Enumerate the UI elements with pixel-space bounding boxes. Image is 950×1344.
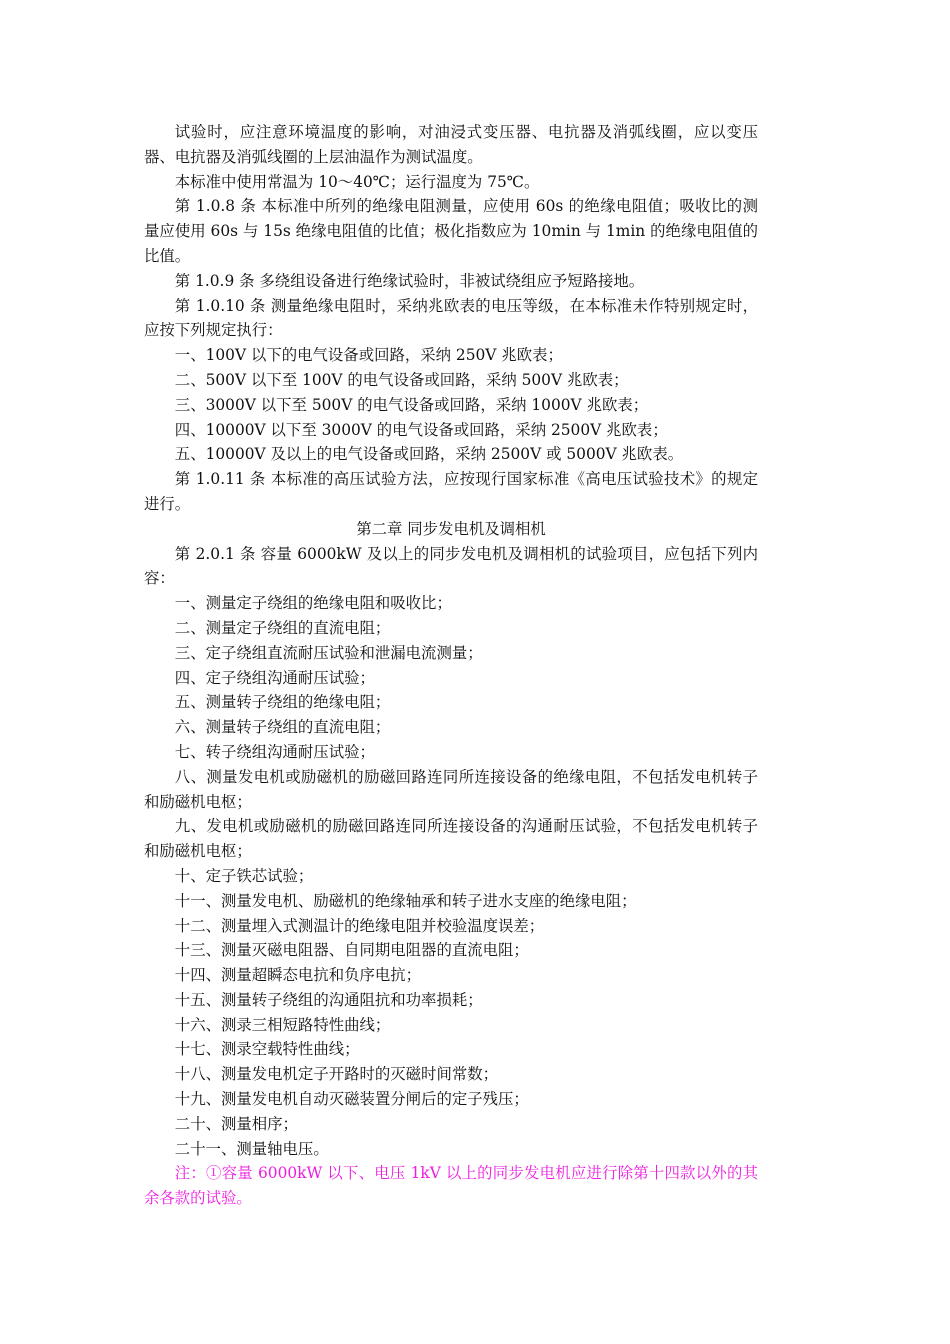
list-item: 十二、测量埋入式测温计的绝缘电阻并校验温度误差； <box>174 916 545 935</box>
list-item: 十四、测量超瞬态电抗和负序电抗； <box>174 966 422 985</box>
list-item: 十三、测量灭磁电阻器、自同期电阻器的直流电阻； <box>174 941 529 960</box>
list-item: 九、发电机或励磁机的励磁回路连同所连接设备的沟通耐压试验，不包括发电机转子和励磁机电枢； <box>144 817 758 861</box>
list-item: 五、10000V 及以上的电气设备或回路，采纳 2500V 或 5000V 兆欧表。 <box>174 445 684 464</box>
note-paragraph: 注：①容量 6000kW 以下、电压 1kV 以上的同步发电机应进行除第十四款以外的其余各款的试验。 <box>144 1164 758 1208</box>
list-item: 十八、测量发电机定子开路时的灭磁时间常数； <box>174 1065 499 1084</box>
list-item: 六、测量转子绕组的直流电阻； <box>174 718 391 737</box>
list-item: 七、转子绕组沟通耐压试验； <box>174 742 375 761</box>
list-item: 二十、测量相序； <box>174 1114 298 1133</box>
list-item: 四、10000V 以下至 3000V 的电气设备或回路，采纳 2500V 兆欧表； <box>174 420 668 439</box>
clause-1-0-10: 第 1.0.10 条 测量绝缘电阻时，采纳兆欧表的电压等级，在本标准未作特别规定时，应按下列规定执行： <box>144 296 758 340</box>
list-item: 十六、测录三相短路特性曲线； <box>174 1015 391 1034</box>
list-item: 一、100V 以下的电气设备或回路，采纳 250V 兆欧表； <box>174 346 563 365</box>
list-item: 三、3000V 以下至 500V 的电气设备或回路，采纳 1000V 兆欧表； <box>174 395 649 414</box>
list-item: 二、测量定子绕组的直流电阻； <box>174 618 391 637</box>
clause-1-0-8: 第 1.0.8 条 本标准中所列的绝缘电阻测量，应使用 60s 的绝缘电阻值；吸收比的测量应使用 60s 与 15s 绝缘电阻值的比值；极化指数应为 10min 与 1min 的绝缘电阻值的比值。 <box>144 197 758 265</box>
clause-1-0-9: 第 1.0.9 条 多绕组设备进行绝缘试验时，非被试绕组应予短路接地。 <box>174 271 645 290</box>
clause-1-0-11: 第 1.0.11 条 本标准的高压试验方法，应按现行国家标准《高电压试验技术》的规定进行。 <box>144 470 758 513</box>
chapter-heading: 第二章 同步发电机及调相机 <box>356 519 546 538</box>
list-item: 十五、测量转子绕组的沟通阻抗和功率损耗； <box>174 990 483 1009</box>
list-item: 十一、测量发电机、励磁机的绝缘轴承和转子进水支座的绝缘电阻； <box>174 891 637 910</box>
list-item: 八、测量发电机或励磁机的励磁回路连同所连接设备的绝缘电阻，不包括发电机转子和励磁机电枢； <box>144 767 758 811</box>
paragraph: 本标准中使用常温为 10～40℃；运行温度为 75℃。 <box>174 172 540 191</box>
list-item: 十七、测录空载特性曲线； <box>174 1040 360 1059</box>
list-item: 二、500V 以下至 100V 的电气设备或回路，采纳 500V 兆欧表； <box>174 370 629 389</box>
list-item: 二十一、测量轴电压。 <box>174 1139 329 1158</box>
list-item: 一、测量定子绕组的绝缘电阻和吸收比； <box>174 594 452 613</box>
paragraph: 试验时，应注意环境温度的影响，对油浸式变压器、电抗器及消弧线圈，应以变压器、电抗器及消弧线圈的上层油温作为测试温度。 <box>144 123 758 166</box>
clause-2-0-1: 第 2.0.1 条 容量 6000kW 及以上的同步发电机及调相机的试验项目，应包括下列内容： <box>144 544 758 588</box>
list-item: 五、测量转子绕组的绝缘电阻； <box>174 693 391 712</box>
document-page <box>144 120 758 1211</box>
list-item: 十、定子铁芯试验； <box>174 866 314 885</box>
list-item: 四、定子绕组沟通耐压试验； <box>174 668 375 687</box>
list-item: 十九、测量发电机自动灭磁装置分闸后的定子残压； <box>174 1090 529 1109</box>
list-item: 三、定子绕组直流耐压试验和泄漏电流测量； <box>174 643 483 662</box>
